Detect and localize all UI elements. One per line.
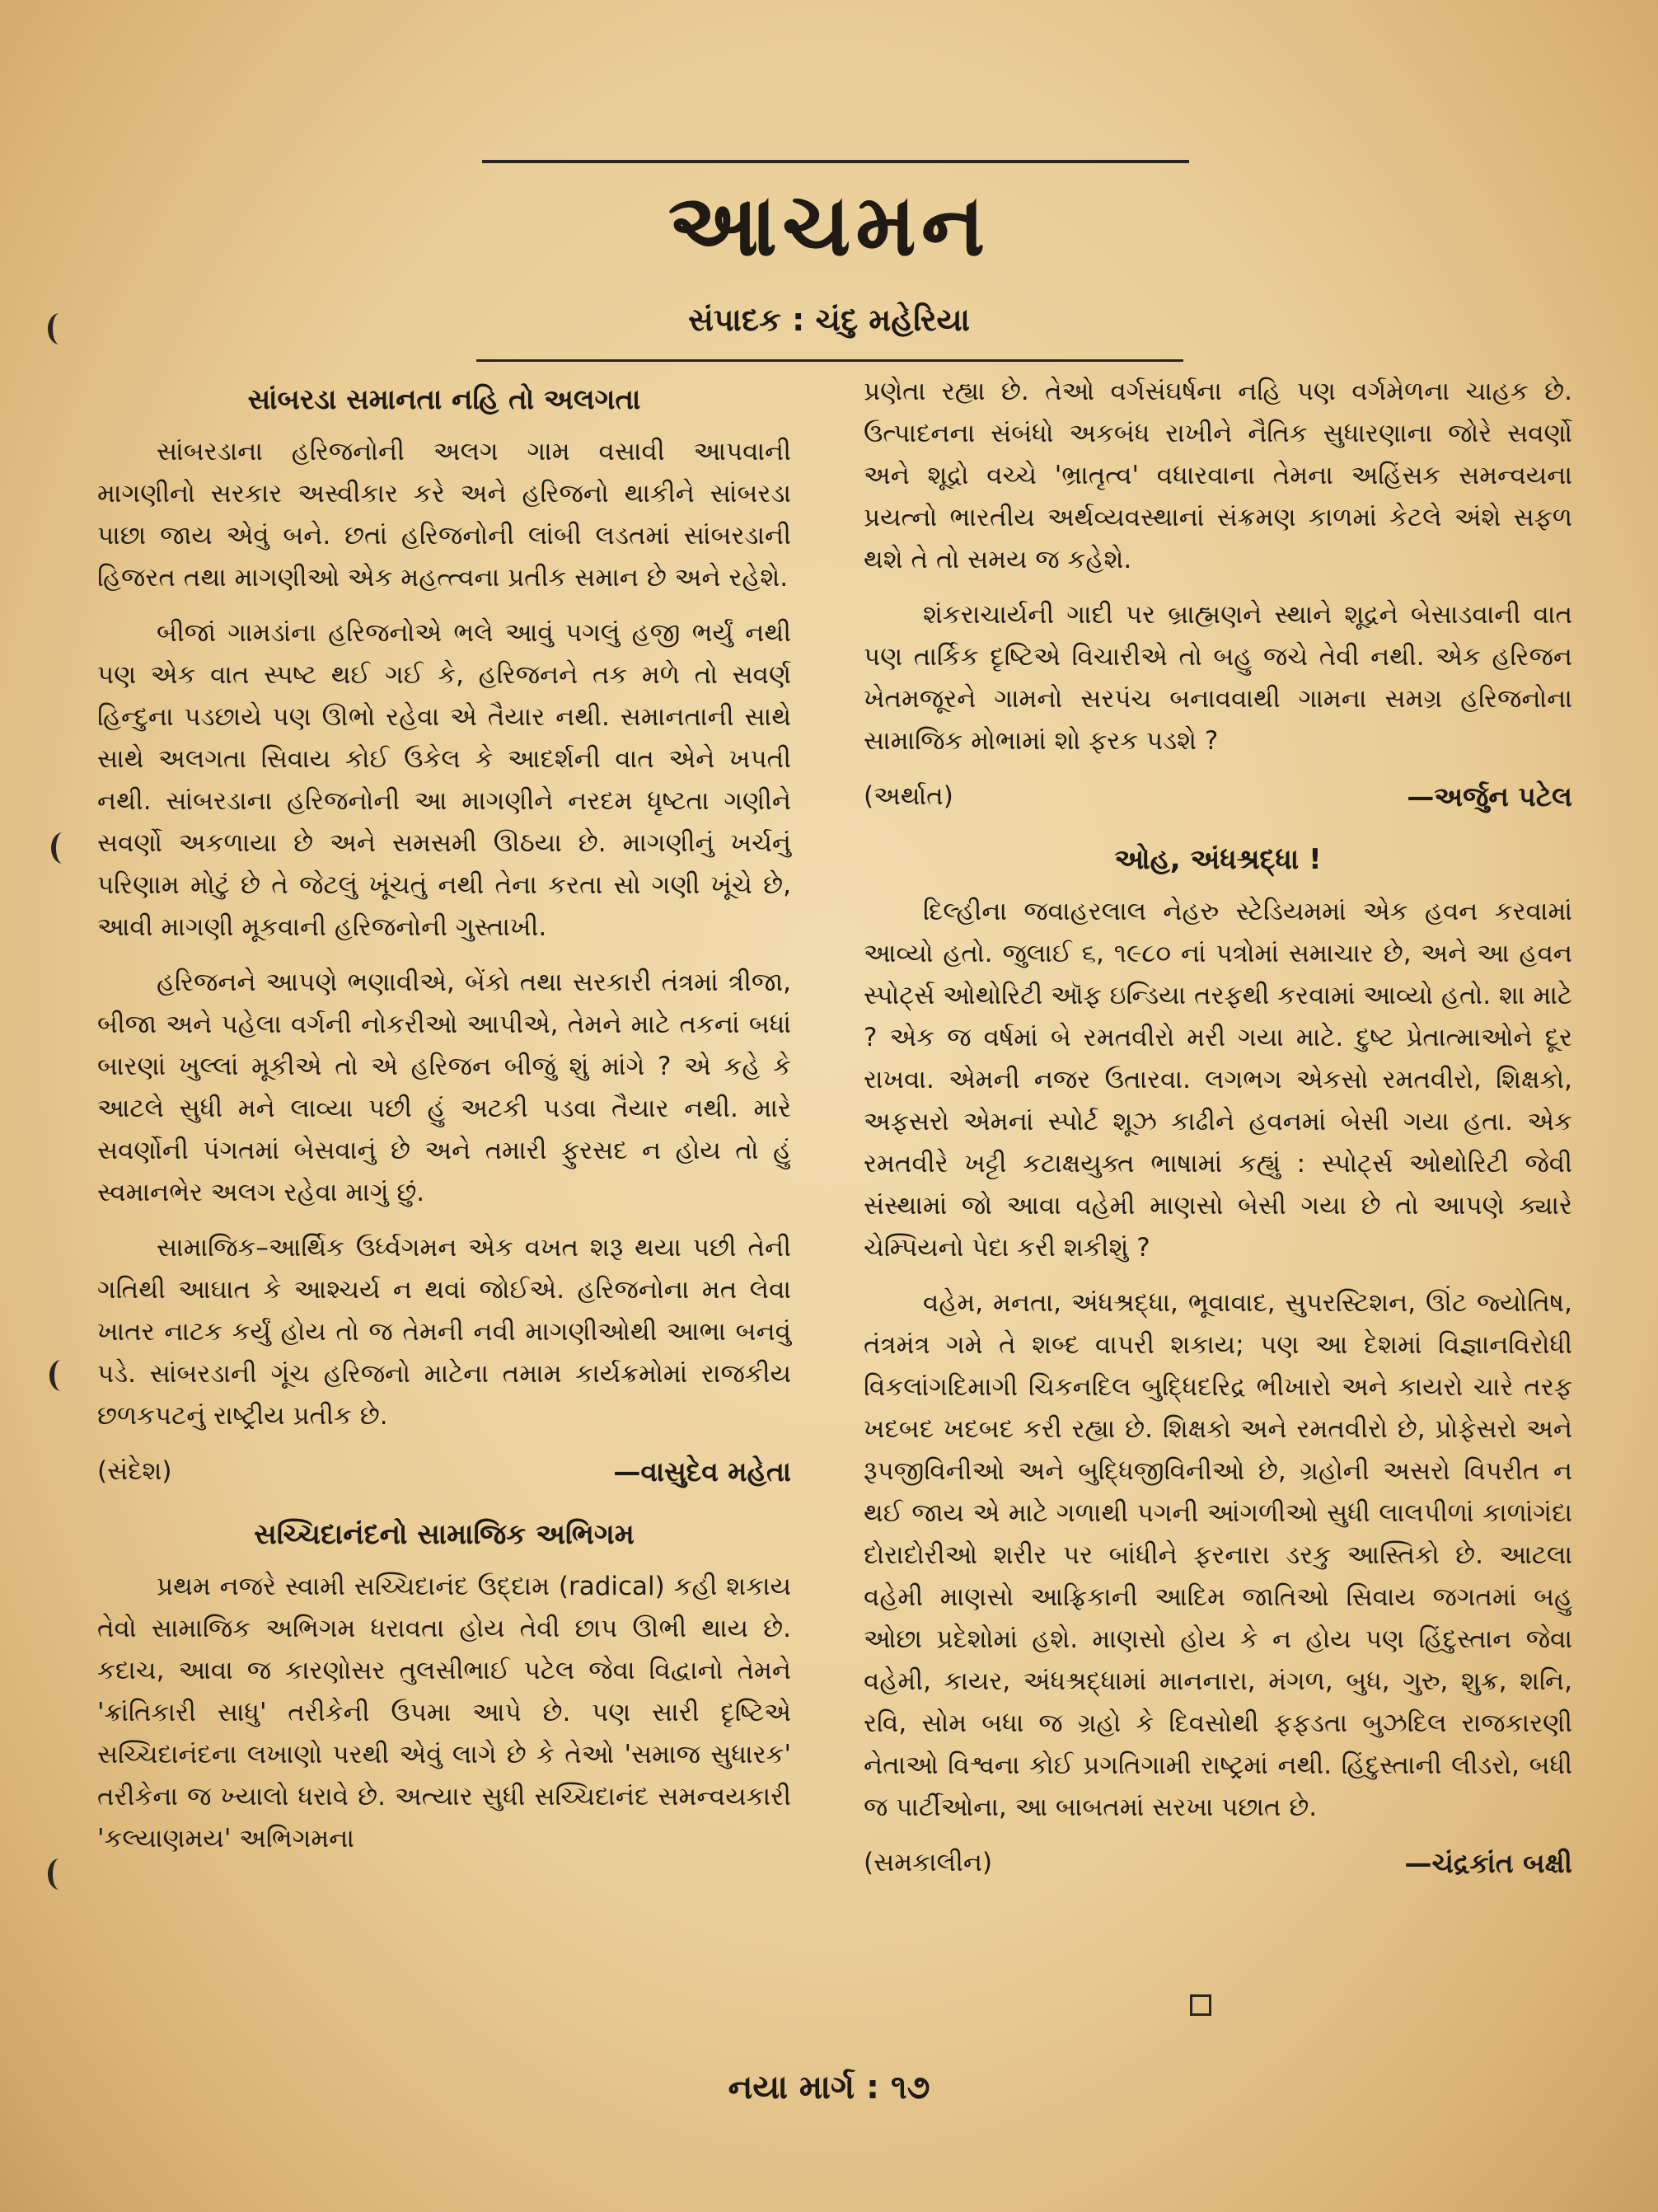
left-column [97,371,791,1873]
author-name: —અર્જુન પટેલ [1407,780,1572,813]
punch-hole-mark [48,1858,71,1890]
page-footer: નયા માર્ગ : ૧૭ [728,2069,930,2107]
right-column [864,371,1572,1905]
article-paragraph: પ્રથમ નજરે સ્વામી સચ્ચિદાનંદ ઉદ્દામ (radical) કહી શકાય તેવો સામાજિક અભિગમ ધરાવતા હોય તેવી છાપ ઊભી થાય છે. કદાચ, આવા જ કારણોસર તુલસીભાઈ પટેલ જેવા વિદ્વાનો તેમને 'ક્રાંતિકારી સાધુ' તરીકેની ઉપમા આપે છે. પણ સારી દૃષ્ટિએ સચ્ચિદાનંદના લખાણો પરથી એવું લાગે છે કે તેઓ 'સમાજ સુધારક' તરીકેના જ ખ્યાલો ધરાવે છે. અત્યાર સુધી સચ્ચિદાનંદ સમન્વયકારી 'કલ્યાણમય' અભિગમના [97,1572,791,1853]
article-paragraph: સાંબરડાના હરિજનોની અલગ ગામ વસાવી આપવાની માગણીનો સરકાર અસ્વીકાર કરે અને હરિજનો થાકીને સાંબરડા પાછા જાય એવું બને. છતાં હરિજનોની લાંબી લડતમાં સાંબરડાની હિજરત તથા માગણીઓ એક મહત્ત્વના પ્રતીક સમાન છે અને રહેશે. [97,437,791,593]
article-paragraph: પ્રણેતા રહ્યા છે. તેઓ વર્ગસંઘર્ષના નહિ પણ વર્ગમેળના ચાહક છે. ઉત્પાદનના સંબંધો અકબંધ રાખીને નૈતિક સુધારણાના જોરે સવર્ણો અને શૂદ્રો વચ્ચે 'ભ્રાતૃત્વ' વધારવાના તેમના અહિંસક સમન્વયના પ્રયત્નો ભારતીય અર્થવ્યવસ્થાનાં સંક્રમણ કાળમાં કેટલે અંશે સફળ થશે તે તો સમય જ કહેશે. [864,377,1572,574]
author-name: —વાસુદેવ મહેતા [613,1455,791,1488]
title-rule [476,359,1183,362]
article-byline [864,776,1572,818]
article-heading: ઓહ, અંધશ્રદ્ધા ! [1114,843,1322,876]
punch-hole-mark [49,1360,73,1391]
author-name: —ચંદ્રકાંત બક્ષી [1404,1847,1572,1879]
source-label: (અર્થાત) [864,781,953,811]
editor-line: સંપાદક : ચંદુ મહેરિયા [688,302,970,338]
article-paragraph: હરિજનને આપણે ભણાવીએ, બેંકો તથા સરકારી તંત્રમાં ત્રીજા, બીજા અને પહેલા વર્ગની નોકરીઓ આપીએ, તેમને માટે તકનાં બધાં બારણાં ખુલ્લાં મૂકીએ તો એ હરિજન બીજું શું માંગે ? એ કહે કે આટલે સુધી મને લાવ્યા પછી હું અટકી પડવા તૈયાર નથી. મારે સવર્ણોની પંગતમાં બેસવાનું છે અને તમારી ફુરસદ ન હોય તો હું સ્વમાનભેર અલગ રહેવા માગું છું. [97,968,791,1207]
punch-hole-mark [48,313,71,344]
article-heading: સચ્ચિદાનંદનો સામાજિક અભિગમ [254,1518,635,1551]
article-byline [864,1842,1572,1884]
end-square-icon [1190,1994,1211,2016]
top-rule [482,160,1189,163]
article-paragraph: દિલ્હીના જવાહરલાલ નેહરુ સ્ટેડિયમમાં એક હવન કરવામાં આવ્યો હતો. જુલાઈ ૬, ૧૯૮૦ નાં પત્રોમાં સમાચાર છે, અને આ હવન સ્પોર્ટ્સ ઓથોરિટી ઑફ ઇન્ડિયા તરફથી કરવામાં આવ્યો હતો. શા માટે ? એક જ વર્ષમાં બે રમતવીરો મરી ગયા માટે. દુષ્ટ પ્રેતાત્માઓને દૂર રાખવા. એમની નજર ઉતારવા. લગભગ એકસો રમતવીરો, શિક્ષકો, અફસરો એમનાં સ્પોર્ટ શૂઝ કાઢીને હવનમાં બેસી ગયા હતા. એક રમતવીરે ખટ્ટી કટાક્ષયુક્ત ભાષામાં કહ્યું : સ્પોર્ટ્સ ઓથોરિટી જેવી સંસ્થામાં જો આવા વહેમી માણસો બેસી ગયા છે તો આપણે ક્યારે ચેમ્પિયનો પેદા કરી શકીશું ? [864,897,1572,1263]
source-label: (સંદેશ) [97,1456,172,1486]
source-label: (સમકાલીન) [864,1848,993,1877]
article-paragraph: શંકરાચાર્યની ગાદી પર બ્રાહ્મણને સ્થાને શૂદ્રને બેસાડવાની વાત પણ તાર્કિક દૃષ્ટિએ વિચારીએ તો બહુ જચે તેવી નથી. એક હરિજન ખેતમજૂરને ગામનો સરપંચ બનાવવાથી ગામના સમગ્ર હરિજનોના સામાજિક મોભામાં શો ફરક પડશે ? [864,600,1572,756]
article-paragraph: વહેમ, મનતા, અંધશ્રદ્ધા, ભૂવાવાદ, સુપરસ્ટિશન, ઊંટ જ્યોતિષ, તંત્રમંત્ર ગમે તે શબ્દ વાપરી શકાય; પણ આ દેશમાં વિજ્ઞાનવિરોધી વિકલાંગદિમાગી ચિકનદિલ બુદ્ધિદરિદ્ર ભીખારો અને કાયરો ચારે તરફ ખદબદ ખદબદ કરી રહ્યા છે. શિક્ષકો અને રમતવીરો છે, પ્રોફેસરો અને રૂપજીવિનીઓ અને બુદ્ધિજીવિનીઓ છે, ગ્રહોની અસરો વિપરીત ન થઈ જાય એ માટે ગળાથી પગની આંગળીઓ સુધી લાલપીળાં કાળાંગંદા દોરાદોરીઓ શરીર પર બાંધીને ફરનારા ડરકુ આસ્તિકો છે. આટલા વહેમી માણસો આફ્રિકાની આદિમ જાતિઓ સિવાય જગતમાં બહુ ઓછા પ્રદેશોમાં હશે. માણસો હોય કે ન હોય પણ હિંદુસ્તાન જેવા વહેમી, કાયર, અંધશ્રદ્ધામાં માનનારા, મંગળ, બુધ, ગુરુ, શુક્ર, શનિ, રવિ, સોમ બધા જ ગ્રહો કે દિવસોથી ફફડતા બુઝદિલ રાજકારણી નેતાઓ વિશ્વના કોઈ પ્રગતિગામી રાષ્ટ્રમાં નથી. હિંદુસ્તાની લીડરો, બધી જ પાર્ટીઓના, આ બાબતમાં સરખા પછાત છે. [864,1288,1572,1822]
article-heading: સાંબરડા સમાનતા નહિ તો અલગતા [247,383,641,416]
article-paragraph: સામાજિક–આર્થિક ઉર્ધ્વગમન એક વખત શરૂ થયા પછી તેની ગતિથી આઘાત કે આશ્ચર્ય ન થવાં જોઈએ. હરિજનોના મત લેવા ખાતર નાટક કર્યું હોય તો જ તેમની નવી માગણીઓથી આભા બનવું પડે. સાંબરડાની ગૂંચ હરિજનો માટેના તમામ કાર્યક્રમોમાં રાજકીય છળકપટનું રાષ્ટ્રીય પ્રતીક છે. [97,1233,791,1431]
page-title: આચમન [667,175,991,275]
article-paragraph: બીજાં ગામડાંના હરિજનોએ ભલે આવું પગલું હજી ભર્યું નથી પણ એક વાત સ્પષ્ટ થઈ ગઈ કે, હરિજનને તક મળે તો સવર્ણ હિન્દુના પડછાયે પણ ઊભો રહેવા એ તૈયાર નથી. સમાનતાની સાથે સાથે અલગતા સિવાય કોઈ ઉકેલ કે આદર્શની વાત એને ખપતી નથી. સાંબરડાના હરિજનોની આ માગણીને નરદમ ધૃષ્ટતા ગણીને સવર્ણો અકળાયા છે અને સમસમી ઊઠયા છે. માગણીનું ખર્ચનું પરિણામ મોટું છે તે જેટલું ખૂંચતું નથી તેના કરતા સો ગણી ખૂંચે છે, આવી માગણી મૂકવાની હરિજનોની ગુસ્તાખી. [97,618,791,942]
punch-hole-mark [51,832,74,864]
article-byline [97,1450,791,1493]
